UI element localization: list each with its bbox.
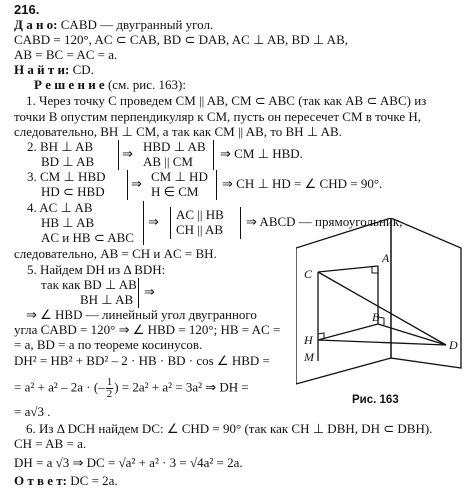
step4-conclusion: следовательно, AB = CH и AC = BH.	[14, 246, 217, 261]
fraction-one-half	[106, 377, 114, 400]
step5-f-part1: = a² + a² – 2a · (–	[14, 379, 105, 395]
find-text: CD.	[72, 62, 94, 77]
label-h: H	[304, 333, 313, 347]
line-hd	[318, 340, 446, 345]
solution-label: Р е ш е н и е	[34, 77, 105, 92]
step5-line-d: = a, BD = a по теореме косинусов.	[14, 337, 203, 352]
line-hb	[318, 324, 378, 340]
given-line-2: CABD = 120°, AC ⊂ CAB, BD ⊂ DAB, AC ⊥ AB, BD ⊥ AB,	[14, 32, 348, 47]
step4-left-2: HB ⊥ AB	[41, 215, 95, 230]
solution-ref: (см. рис. 163):	[107, 77, 186, 92]
step5-line-e: DH² = HB² + BD² – 2 · HB · BD · cos ∠ HBD =	[14, 353, 270, 368]
step3-brace-left	[127, 170, 128, 200]
line-cd	[318, 272, 446, 345]
step3-mid-2: H ∈ CM	[151, 184, 199, 199]
line-ca	[318, 266, 378, 272]
step5-left-1: так как BD ⊥ AB	[41, 277, 137, 292]
find-line	[14, 62, 94, 77]
given-line-1	[14, 17, 213, 32]
step2-mid-1: HBD ⊥ AB	[143, 139, 206, 154]
step5-left-2: BH ⊥ AB	[80, 292, 134, 307]
step2-left-2: BD ⊥ AB	[41, 154, 95, 169]
step3-implies-1: ⇒	[131, 176, 142, 191]
step2-implies-1: ⇒	[122, 146, 133, 161]
step4-left-3: AC и HB ⊂ ABC	[41, 230, 134, 245]
step4-brace-mid-left	[170, 207, 171, 239]
fraction-numerator: 1	[106, 376, 113, 388]
step4-left-1: 4. AC ⊥ AB	[27, 200, 93, 215]
step5-f-part2: ) = 2a² + a² = 3a² ⇒ DH =	[114, 379, 249, 395]
step3-brace-right	[216, 170, 217, 200]
label-c: C	[304, 267, 313, 281]
step3-left-1: 3. CM ⊥ HBD	[27, 169, 106, 184]
step5-line-a: 5. Найдем DH из Δ BDH:	[27, 262, 166, 277]
step5-implies: ⇒	[144, 284, 155, 299]
label-b: B	[372, 310, 380, 324]
step2-left-1: 2. BH ⊥ AB	[27, 139, 94, 154]
figure-caption: Рис. 163	[352, 394, 399, 406]
given-line-3: AB = BC = AC = a.	[14, 47, 118, 62]
step6-line-b: CH = AB = a.	[14, 436, 87, 451]
label-d: D	[449, 338, 458, 352]
step2-mid-2: AB || CM	[143, 154, 193, 169]
step1-line-b: точки B опустим перпендикуляр к CM, пусть он пересечет CM в точке H,	[14, 109, 422, 124]
step4-mid-1: AC || HB	[176, 207, 224, 222]
fraction-denominator: 2	[106, 388, 113, 400]
step5-line-g: = a√3 .	[14, 404, 51, 419]
step1-line-c: следовательно, BH ⊥ CM, а так как CM || AB, то BH ⊥ AB.	[14, 124, 342, 139]
step2-brace-right	[213, 140, 214, 170]
label-m: M	[304, 350, 314, 364]
answer-text: DC = 2a.	[70, 473, 118, 488]
step4-result: ⇒ ABCD — прямоугольник,	[246, 214, 403, 229]
step4-brace-right	[240, 207, 241, 239]
figure-163	[296, 218, 466, 388]
step2-result: ⇒ CM ⊥ HBD.	[220, 146, 303, 161]
step3-result: ⇒ CH ⊥ HD = ∠ CHD = 90°.	[222, 176, 383, 191]
problem-number: 216.	[14, 2, 40, 17]
step3-mid-1: CM ⊥ HD	[151, 169, 208, 184]
given-label: Д а н о:	[14, 17, 58, 32]
line-bd	[378, 324, 446, 345]
step6-line-a: 6. Из Δ DCH найдем DC: ∠ CHD = 90° (так как CH ⊥ DBH, DH ⊂ DBH).	[26, 421, 433, 436]
step3-left-2: HD ⊂ HBD	[41, 184, 105, 199]
step4-mid-2: CH || AB	[176, 222, 224, 237]
step5-brace	[138, 278, 139, 308]
step2-brace-left	[118, 140, 119, 170]
step1-line-a: 1. Через точку C проведем CM || AB, CM ⊂ ABC (так как AB ⊂ ABC) из	[26, 93, 427, 108]
answer-label: О т в е т:	[14, 473, 68, 488]
answer-line	[14, 473, 118, 488]
step6-line-c: DH = a √3 ⇒ DC = √a² + a² · 3 = √4a² = 2a.	[14, 455, 243, 470]
step4-brace-left	[143, 201, 144, 245]
given-text-1: CABD — двугранный угол.	[60, 17, 214, 32]
step4-implies-1: ⇒	[148, 214, 159, 229]
find-label: Н а й т и:	[14, 62, 70, 77]
step5-line-f	[14, 377, 249, 400]
step5-line-c: угла CABD = 120° ⇒ ∠ HBD = 120°; HB = AC =	[14, 322, 281, 337]
step5-line-b: ⇒ ∠ HBD — линейный угол двугранного	[26, 307, 257, 322]
solution-line	[34, 77, 186, 92]
label-a: A	[382, 251, 390, 265]
